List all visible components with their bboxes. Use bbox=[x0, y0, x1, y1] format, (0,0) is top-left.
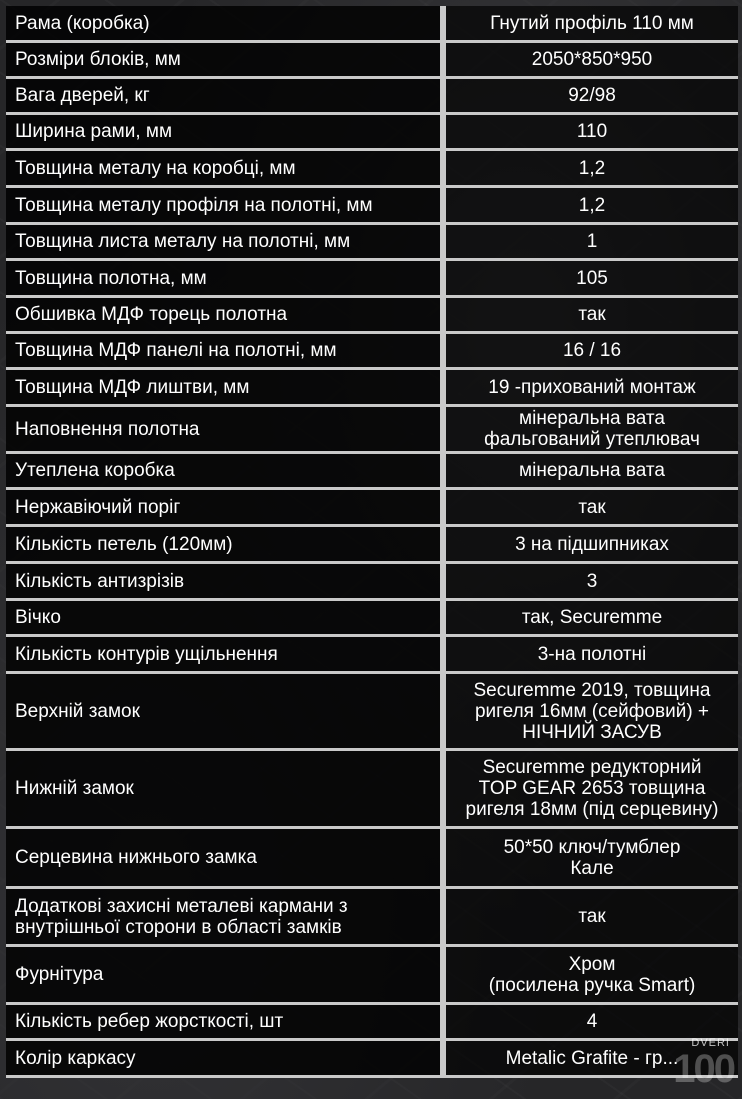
spec-value: 1,2 bbox=[446, 151, 738, 188]
spec-label: Товщина листа металу на полотні, мм bbox=[6, 225, 446, 261]
spec-value: Metalic Grafite - гр... bbox=[446, 1041, 738, 1078]
spec-value: так, Securemme bbox=[446, 601, 738, 637]
spec-row bbox=[6, 527, 738, 564]
spec-row bbox=[6, 188, 738, 225]
spec-value: так bbox=[446, 298, 738, 334]
spec-value: мінеральна вата фальгований утеплювач bbox=[446, 407, 738, 454]
spec-value: так bbox=[446, 889, 738, 947]
spec-label: Наповнення полотна bbox=[6, 407, 446, 454]
spec-value: 1,2 bbox=[446, 188, 738, 225]
watermark-text: DVERI bbox=[691, 1037, 730, 1049]
spec-label: Верхній замок bbox=[6, 674, 446, 751]
spec-row bbox=[6, 751, 738, 829]
spec-label: Товщина металу на коробці, мм bbox=[6, 151, 446, 188]
spec-value: Гнутий профіль 110 мм bbox=[446, 6, 738, 43]
spec-value: Securemme редукторний TOP GEAR 2653 товщина ригеля 18мм (під серцевину) bbox=[446, 751, 738, 829]
spec-label: Ширина рами, мм bbox=[6, 115, 446, 151]
door-specs-table bbox=[6, 6, 738, 1078]
spec-value: 3 на підшипниках bbox=[446, 527, 738, 564]
spec-row bbox=[6, 407, 738, 454]
spec-label: Утеплена коробка bbox=[6, 454, 446, 490]
spec-label: Вага дверей, кг bbox=[6, 79, 446, 115]
spec-label: Додаткові захисні металеві кармани з внутрішньої сторони в області замків bbox=[6, 889, 446, 947]
spec-label: Товщина МДФ лиштви, мм bbox=[6, 370, 446, 407]
spec-label: Обшивка МДФ торець полотна bbox=[6, 298, 446, 334]
spec-row bbox=[6, 261, 738, 298]
spec-row bbox=[6, 601, 738, 637]
spec-row bbox=[6, 225, 738, 261]
spec-value: 4 bbox=[446, 1005, 738, 1041]
spec-row bbox=[6, 490, 738, 527]
spec-value: 105 bbox=[446, 261, 738, 298]
spec-row bbox=[6, 1041, 738, 1078]
spec-value: 3 bbox=[446, 564, 738, 601]
spec-value: 2050*850*950 bbox=[446, 43, 738, 79]
spec-label: Кількість контурів ущільнення bbox=[6, 637, 446, 674]
watermark-number: 100 bbox=[673, 1047, 734, 1091]
spec-label: Серцевина нижнього замка bbox=[6, 829, 446, 889]
spec-label: Фурнітура bbox=[6, 947, 446, 1005]
spec-row bbox=[6, 1005, 738, 1041]
spec-value: Securemme 2019, товщина ригеля 16мм (сейфовий) + НІЧНИЙ ЗАСУВ bbox=[446, 674, 738, 751]
spec-row bbox=[6, 370, 738, 407]
brand-watermark bbox=[672, 1033, 738, 1091]
spec-value: 19 -прихований монтаж bbox=[446, 370, 738, 407]
spec-value: так bbox=[446, 490, 738, 527]
spec-row bbox=[6, 79, 738, 115]
spec-value: 92/98 bbox=[446, 79, 738, 115]
spec-value: мінеральна вата bbox=[446, 454, 738, 490]
spec-label: Вічко bbox=[6, 601, 446, 637]
spec-label: Нержавіючий поріг bbox=[6, 490, 446, 527]
spec-row bbox=[6, 637, 738, 674]
spec-value: 110 bbox=[446, 115, 738, 151]
spec-row bbox=[6, 334, 738, 370]
spec-label: Кількість петель (120мм) bbox=[6, 527, 446, 564]
spec-value: 50*50 ключ/тумблер Кале bbox=[446, 829, 738, 889]
spec-row bbox=[6, 564, 738, 601]
spec-label: Товщина полотна, мм bbox=[6, 261, 446, 298]
spec-row bbox=[6, 115, 738, 151]
spec-value: 3-на полотні bbox=[446, 637, 738, 674]
spec-row bbox=[6, 6, 738, 43]
spec-row bbox=[6, 43, 738, 79]
spec-label: Кількість ребер жорсткості, шт bbox=[6, 1005, 446, 1041]
spec-label: Товщина металу профіля на полотні, мм bbox=[6, 188, 446, 225]
spec-label: Нижній замок bbox=[6, 751, 446, 829]
spec-label: Колір каркасу bbox=[6, 1041, 446, 1078]
spec-row bbox=[6, 298, 738, 334]
spec-value: Хром (посилена ручка Smart) bbox=[446, 947, 738, 1005]
spec-label: Розміри блоків, мм bbox=[6, 43, 446, 79]
spec-row bbox=[6, 454, 738, 490]
spec-row bbox=[6, 674, 738, 751]
spec-label: Кількість антизрізів bbox=[6, 564, 446, 601]
spec-row bbox=[6, 947, 738, 1005]
spec-row bbox=[6, 151, 738, 188]
spec-row bbox=[6, 889, 738, 947]
spec-row bbox=[6, 829, 738, 889]
specs-table-body bbox=[6, 6, 738, 1078]
spec-label: Товщина МДФ панелі на полотні, мм bbox=[6, 334, 446, 370]
spec-value: 1 bbox=[446, 225, 738, 261]
spec-label: Рама (коробка) bbox=[6, 6, 446, 43]
spec-value: 16 / 16 bbox=[446, 334, 738, 370]
